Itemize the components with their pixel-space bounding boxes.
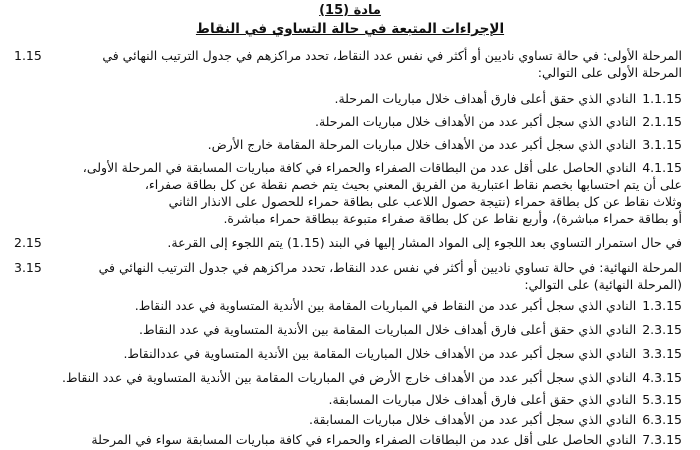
item-text: النادي الذي سجل أكبر عدد من الأهداف خلال مباريات المرحلة المقامة خارج الأرض. — [207, 137, 637, 152]
item-continuation — [112, 176, 682, 227]
item-text: النادي الحاصل على أقل عدد من البطاقات الصفراء والحمراء في كافة مباريات المسابقة سواء في المرحلة — [91, 432, 637, 447]
item-text: النادي الحاصل على أقل عدد من البطاقات الصفراء والحمراء في كافة مباريات المسابقة في المرحلة الأولى، — [82, 160, 637, 175]
list-item — [122, 321, 682, 338]
section-paragraph — [82, 234, 682, 251]
item-line: وثلاث نقاط عن كل بطاقة حمراء (نتيجة حصول اللاعب على بطاقة حمراء للحصول على الانذار الثاني — [168, 194, 682, 209]
paragraph-line: المرحلة النهائية: في حالة تساوي ناديين أو أكثر في نفس عدد النقاط، تحدد مراكزهم في جدول الترتيب النهائي في — [98, 260, 682, 275]
item-code: 4.1.15 — [642, 160, 682, 175]
item-text: النادي الذي حقق أعلى فارق أهداف خلال مباريات المسابقة. — [328, 392, 637, 407]
document-title: الإجراءات المتبعة في حالة التساوي في النقاط — [195, 21, 505, 37]
item-code: 3.3.15 — [642, 346, 682, 361]
item-code: 4.3.15 — [642, 370, 682, 385]
paragraph-line: (المرحلة النهائية) على التوالي: — [524, 277, 682, 292]
list-item — [82, 159, 682, 176]
article-number: مادة (15) — [319, 3, 381, 18]
list-item — [122, 297, 682, 314]
item-code: 1.3.15 — [642, 298, 682, 313]
item-text: النادي الذي حقق أعلى فارق أهداف خلال المباريات المقامة بين الأندية المتساوية في عدد النقاط. — [138, 322, 637, 337]
list-item — [122, 90, 682, 107]
item-text: النادي الذي سجل أكبر عدد من النقاط في المباريات المقامة بين الأندية المتساوية في عدد النقاط. — [134, 298, 637, 313]
item-code: 3.1.15 — [642, 137, 682, 152]
section-number: 3.15 — [14, 260, 42, 275]
item-text: النادي الذي سجل أكبر عدد من الأهداف خلال مباريات المرحلة. — [314, 114, 637, 129]
paragraph-line: في حال استمرار التساوي بعد اللجوء إلى المواد المشار إليها في البند (1.15) يتم اللجوء إلى القرعة. — [167, 235, 682, 250]
paragraph-line: المرحلة الأولى: في حالة تساوي ناديين أو أكثر في نفس عدد النقاط، تحدد مراكزهم في جدول الترتيب النهائي في — [102, 48, 682, 63]
list-item — [122, 391, 682, 408]
list-item — [122, 411, 682, 428]
item-line: على أن يتم احتسابها بخصم نقاط اعتبارية من الفريق المعني بحيث يتم خصم نقطة عن كل بطاقة صفراء، — [144, 177, 682, 192]
item-text: النادي الذي حقق أعلى فارق أهداف خلال مباريات المرحلة. — [334, 91, 637, 106]
item-line: أو بطاقة حمراء مباشرة)، وأربع نقاط عن كل بطاقة صفراء متبوعة ببطاقة حمراء مباشرة. — [223, 211, 682, 226]
paragraph-line: المرحلة الأولى على التوالي: — [537, 65, 682, 80]
list-item — [91, 431, 682, 448]
item-code: 1.1.15 — [642, 91, 682, 106]
item-code: 6.3.15 — [642, 412, 682, 427]
item-code: 5.3.15 — [642, 392, 682, 407]
list-item — [122, 136, 682, 153]
list-item — [122, 113, 682, 130]
item-text: النادي الذي سجل أكبر عدد من الأهداف خلال مباريات المسابقة. — [308, 412, 637, 427]
section-number: 2.15 — [14, 235, 42, 250]
item-code: 2.1.15 — [642, 114, 682, 129]
item-text: النادي الذي سجل أكبر عدد من الأهداف خارج الأرض في المباريات المقامة بين الأندية المتساوية في عدد النقاط. — [62, 370, 637, 385]
section-paragraph — [82, 47, 682, 81]
list-item — [122, 345, 682, 362]
item-text: النادي الذي سجل أكبر عدد من الأهداف خلال المباريات المقامة بين الأندية المتساوية في عددالنقاط. — [123, 346, 637, 361]
list-item — [62, 369, 682, 386]
section-number: 1.15 — [14, 48, 42, 63]
item-code: 2.3.15 — [642, 322, 682, 337]
item-code: 7.3.15 — [642, 432, 682, 447]
section-paragraph — [82, 259, 682, 293]
